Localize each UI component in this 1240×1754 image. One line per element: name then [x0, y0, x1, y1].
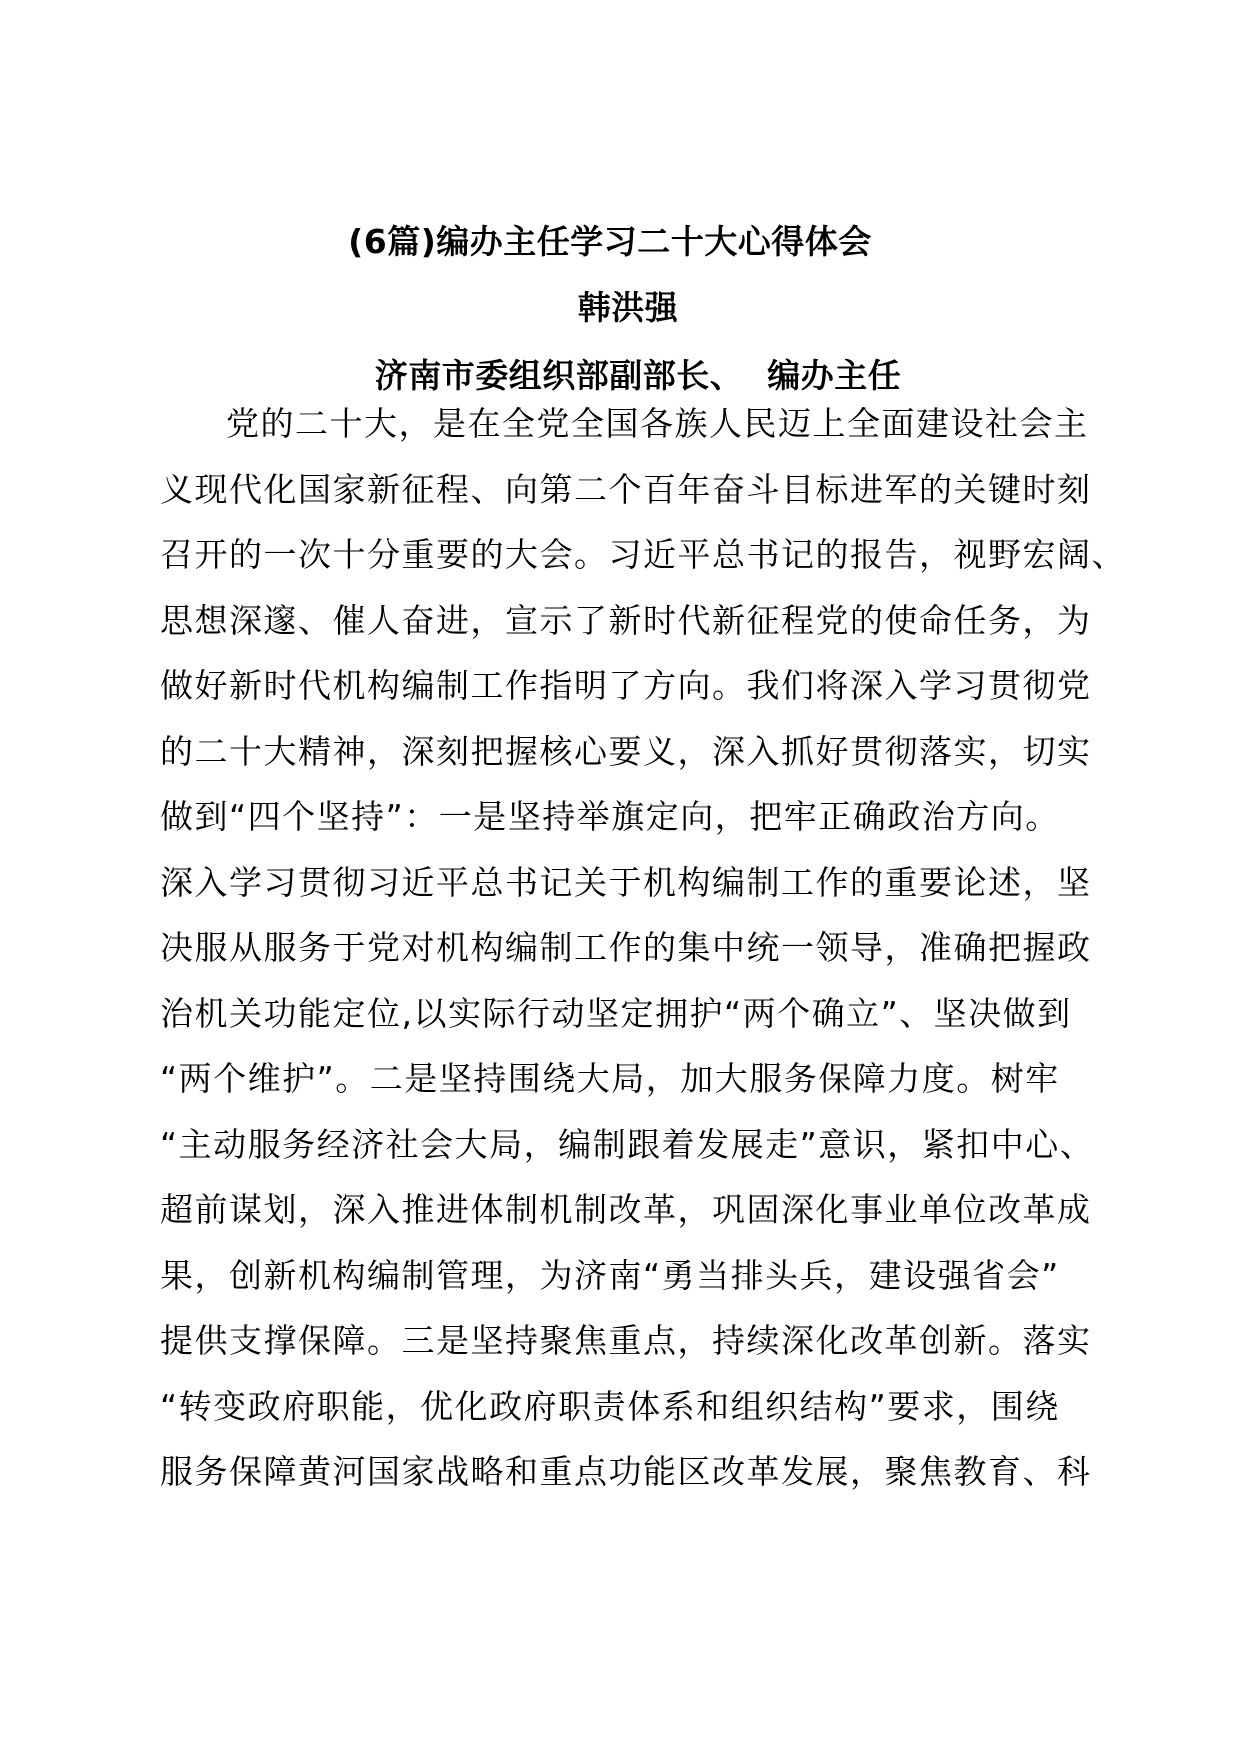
- body-line: 服务保障黄河国家战略和重点功能区改革发展，聚焦教育、科: [160, 1452, 1092, 1491]
- body-line: 的二十大精神，深刻把握核心要义，深入抓好贯彻落实，切实: [160, 731, 1092, 771]
- author-name: 韩洪强: [577, 288, 679, 327]
- body-line: 提供支撑保障。三是坚持聚焦重点，持续深化改革创新。落实: [160, 1321, 1092, 1360]
- body-line: 思想深邃、催人奋进，宣示了新时代新征程党的使命任务，为: [160, 600, 1092, 640]
- body-line: 治机关功能定位,以实际行动坚定拥护“两个确立”、坚决做到: [160, 993, 1072, 1033]
- body-line: “转变政府职能，优化政府职责体系和组织结构”要求，围绕: [160, 1386, 1060, 1426]
- body-line: 做到“四个坚持”：一是坚持举旗定向，把牢正确政治方向。: [160, 797, 1060, 836]
- body-line: 深入学习贯彻习近平总书记关于机构编制工作的重要论述，坚: [160, 862, 1092, 902]
- body-line: 果，创新机构编制管理，为济南“勇当排头兵，建设强省会”: [160, 1255, 1060, 1295]
- body-line: “两个维护”。二是坚持围绕大局，加大服务保障力度。树牢: [160, 1059, 1060, 1098]
- document-title: (6篇)编办主任学习二十大心得体会: [348, 222, 872, 261]
- body-line: 超前谋划，深入推进体制机制改革，巩固深化事业单位改革成: [160, 1190, 1092, 1229]
- body-line: 决服从服务于党对机构编制工作的集中统一领导，准确把握政: [160, 928, 1092, 967]
- body-line: “主动服务经济社会大局，编制跟着发展走”意识，紧扣中心、: [160, 1124, 1095, 1164]
- body-line: 召开的一次十分重要的大会。习近平总书记的报告，视野宏阔、: [160, 535, 1126, 574]
- author-position: 济南市委组织部副部长、 编办主任: [374, 356, 902, 395]
- body-line: 党的二十大，是在全党全国各族人民迈上全面建设社会主: [226, 404, 1089, 443]
- body-line: 义现代化国家新征程、向第二个百年奋斗目标进军的关键时刻: [160, 469, 1092, 509]
- body-line: 做好新时代机构编制工作指明了方向。我们将深入学习贯彻党: [160, 666, 1092, 705]
